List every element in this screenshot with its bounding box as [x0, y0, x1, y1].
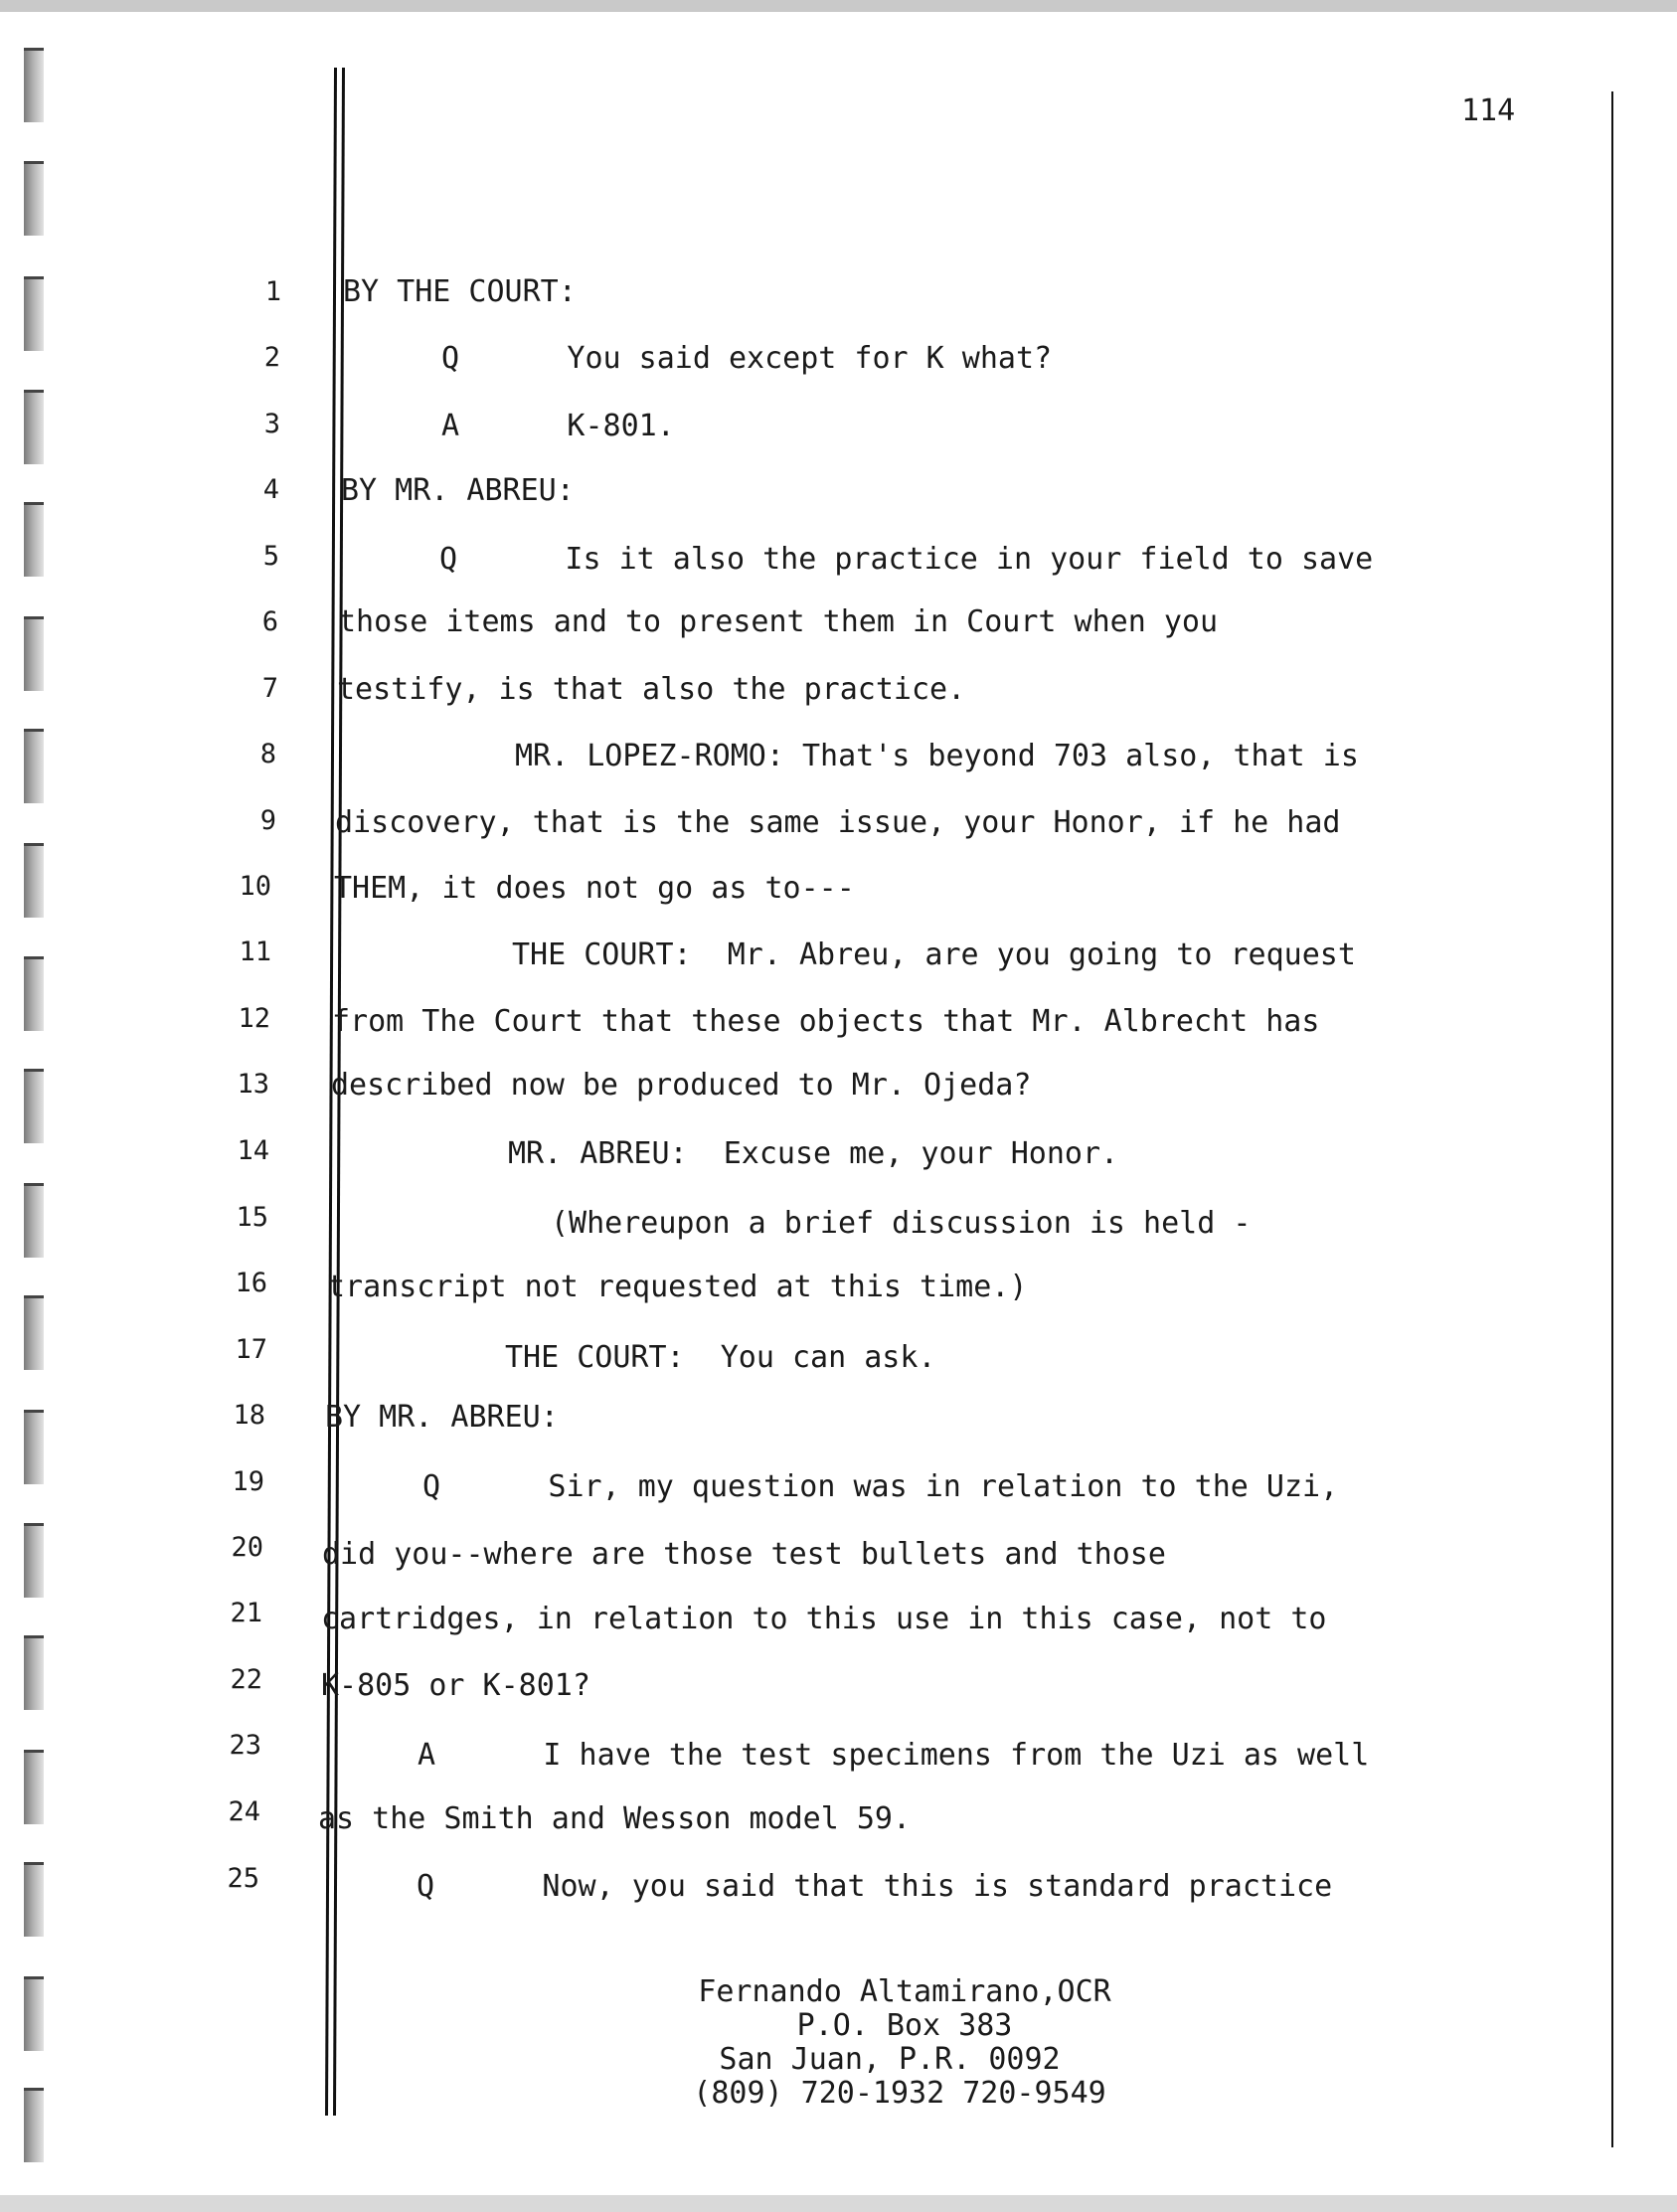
line-number: 18: [233, 1400, 265, 1431]
line-text: K-805 or K-801?: [321, 1668, 590, 1703]
binder-punch-hole: [24, 48, 44, 122]
line-number: 14: [237, 1135, 269, 1166]
line-text: transcript not requested at this time.): [327, 1270, 1028, 1304]
binder-punch-hole: [24, 1410, 44, 1484]
line-number: 4: [262, 474, 279, 505]
line-number: 16: [235, 1268, 267, 1298]
binder-punch-hole: [24, 1295, 44, 1370]
binder-punch-hole: [24, 729, 44, 803]
binder-punch-hole: [24, 1750, 44, 1824]
line-text: MR. ABREU: Excuse me, your Honor.: [508, 1136, 1119, 1171]
line-text: Q Is it also the practice in your field to save: [439, 542, 1374, 577]
line-text: did you--where are those test bullets and those: [322, 1537, 1166, 1572]
line-number: 2: [263, 342, 280, 373]
page-bottom-edge: [0, 2195, 1677, 2212]
binder-punch-hole: [24, 1862, 44, 1937]
right-margin-rule: [1611, 91, 1613, 2147]
line-number: 15: [236, 1202, 268, 1233]
reporter-phone: (809) 720-1932 720-9549: [693, 2076, 1106, 2111]
line-number: 13: [237, 1069, 269, 1100]
page-number: 114: [1461, 93, 1516, 128]
line-text: discovery, that is the same issue, your Honor, if he had: [335, 805, 1341, 840]
binder-punch-hole: [24, 276, 44, 351]
line-number: 7: [261, 673, 278, 704]
line-number: 22: [230, 1664, 262, 1695]
line-number: 20: [231, 1532, 263, 1563]
binder-punch-hole: [24, 502, 44, 577]
reporter-city: San Juan, P.R. 0092: [719, 2042, 1061, 2077]
line-text: BY MR. ABREU:: [325, 1400, 559, 1435]
line-text: BY THE COURT:: [343, 274, 577, 309]
line-text: cartridges, in relation to this use in this case, not to: [321, 1602, 1327, 1636]
line-text: THE COURT: You can ask.: [505, 1340, 936, 1375]
line-text: from The Court that these objects that Mr. Albrecht has: [332, 1004, 1320, 1039]
binder-punch-hole: [24, 956, 44, 1031]
line-text: as the Smith and Wesson model 59.: [318, 1801, 912, 1836]
line-text: Q Now, you said that this is standard practice: [417, 1869, 1333, 1904]
reporter-po-box: P.O. Box 383: [796, 2008, 1013, 2043]
line-number: 25: [227, 1863, 259, 1894]
line-text: those items and to present them in Court when you: [338, 604, 1219, 639]
line-text: A K-801.: [441, 409, 675, 443]
line-text: THE COURT: Mr. Abreu, are you going to request: [512, 937, 1356, 972]
line-number: 5: [262, 541, 279, 572]
line-number: 1: [264, 276, 281, 307]
line-number: 23: [229, 1730, 261, 1761]
binder-punch-hole: [24, 1069, 44, 1143]
line-text: described now be produced to Mr. Ojeda?: [331, 1068, 1032, 1103]
line-number: 3: [263, 409, 280, 439]
line-number: 12: [238, 1003, 270, 1034]
line-number: 9: [259, 805, 276, 836]
line-number: 8: [259, 739, 276, 769]
line-text: BY MR. ABREU:: [341, 473, 575, 508]
line-number: 19: [232, 1466, 264, 1497]
binder-punch-hole: [24, 390, 44, 464]
binder-punch-hole: [24, 616, 44, 691]
line-text: Q Sir, my question was in relation to the Uzi,: [422, 1469, 1339, 1504]
reporter-name: Fernando Altamirano,OCR: [698, 1974, 1111, 2009]
binder-punch-hole: [24, 1635, 44, 1710]
line-number: 11: [239, 936, 271, 967]
line-text: Q You said except for K what?: [441, 341, 1053, 376]
line-number: 21: [230, 1598, 262, 1628]
binder-punch-hole: [24, 1523, 44, 1598]
binder-punch-hole: [24, 161, 44, 236]
line-number: 10: [239, 871, 271, 902]
binder-punch-hole: [24, 1183, 44, 1258]
line-text: MR. LOPEZ-ROMO: That's beyond 703 also, that is: [515, 739, 1359, 773]
line-number: 24: [228, 1796, 260, 1827]
line-number: 17: [235, 1334, 267, 1365]
binder-punch-hole: [24, 843, 44, 918]
page-top-edge: [0, 0, 1677, 12]
line-text: THEM, it does not go as to---: [334, 871, 855, 906]
line-text: testify, is that also the practice.: [337, 672, 966, 707]
line-number: 6: [261, 606, 278, 637]
binder-punch-hole: [24, 1976, 44, 2051]
binder-punch-hole: [24, 2088, 44, 2162]
line-text: (Whereupon a brief discussion is held -: [551, 1206, 1252, 1241]
line-text: A I have the test specimens from the Uzi as well: [418, 1738, 1370, 1773]
